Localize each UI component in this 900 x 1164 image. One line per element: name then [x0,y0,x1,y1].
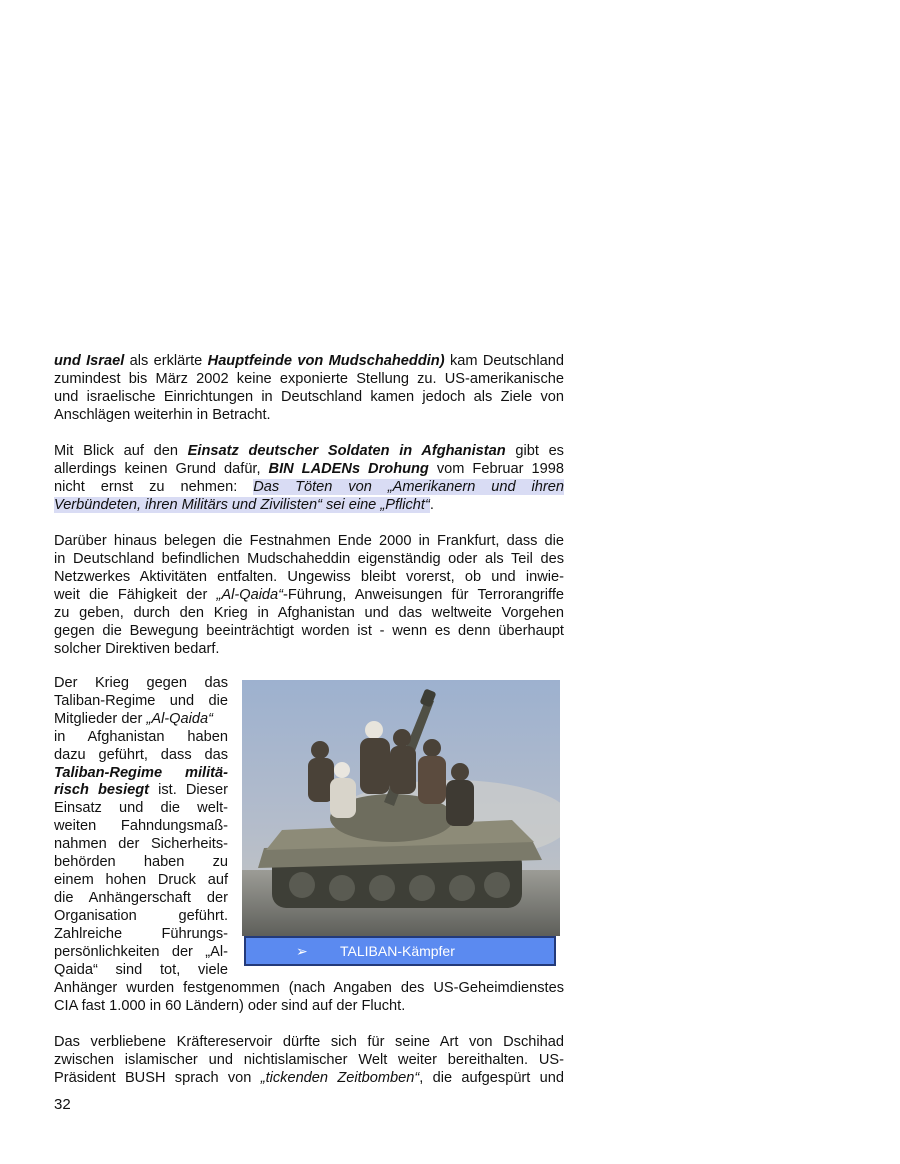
text-line: Taliban-Regime und die [54,692,228,709]
text-line: Darüber hinaus belegen die Festnahmen Ende 2000 in Frankfurt, dass die [54,533,564,549]
caption-text: TALIBAN-Kämpfer [340,943,455,959]
tank-photo [242,680,560,936]
text-line: nicht ernst zu nehmen: Das Töten von „Amerikanern und ihren [54,479,565,495]
paragraph-1 [54,352,564,424]
text-line: Mitglieder der „Al-Qaida“ [54,710,213,727]
text-line: weiten Fahndungsmaß- [54,818,228,835]
page-number: 32 [54,1096,71,1113]
text-line: nahmen der Sicherheits- [54,836,228,853]
text-line: Organisation geführt. [54,907,228,924]
photo-figure [242,680,560,972]
text-line: Qaida“ sind tot, viele [54,961,228,978]
text-line: Verbündeten, ihren Militärs und Zivilisten“ sei eine „Pflicht“. [54,497,434,513]
text-line: Anschlägen weiterhin in Betracht. [54,407,271,423]
highlighted-quote: Verbündeten, ihren Militärs und Zivilisten“ sei eine „Pflicht“ [54,497,430,513]
text-line: einem hohen Druck auf [54,871,228,888]
highlighted-quote: Das Töten von „Amerikanern und ihren [253,479,565,495]
arrow-bullet-icon: ➢ [296,943,308,959]
text-line: solcher Direktiven bedarf. [54,641,220,657]
paragraph-4-continued [54,979,564,1015]
text-line: Präsident BUSH sprach von „tickenden Zeitbomben“, die aufgespürt und [54,1070,564,1086]
text-line: allerdings keinen Grund dafür, BIN LADENs Drohung vom Februar 1998 [54,461,564,477]
text-line: persönlichkeiten der „Al- [54,943,228,960]
text-line: Einsatz und die welt- [54,800,228,817]
text-line: Das verbliebene Kräftereservoir dürfte sich für seine Art von Dschihad [54,1034,564,1050]
text-line: Der Krieg gegen das [54,675,228,691]
text-line: die Anhängerschaft der [54,889,228,906]
text-line: weit die Fähigkeit der „Al-Qaida“-Führung, Anweisungen für Terrorangriffe [54,587,564,603]
text-line: zu geben, durch den Krieg in Afghanistan und das weltweite Vorgehen [54,605,564,621]
text-line: CIA fast 1.000 in 60 Ländern) oder sind auf der Flucht. [54,998,406,1014]
text-line: und israelische Einrichtungen in Deutschland kamen jedoch als Ziele von [54,389,564,405]
text-line: Zahlreiche Führungs- [54,925,228,942]
text-line: risch besiegt ist. Dieser [54,782,228,799]
text-line: zumindest bis März 2002 keine exponierte Stellung zu. US-amerikanische [54,371,564,387]
text-line: Mit Blick auf den Einsatz deutscher Soldaten in Afghanistan gibt es [54,443,564,459]
photo-caption [244,936,556,966]
text-line: dazu geführt, dass das [54,746,228,763]
text-line: behörden haben zu [54,854,228,871]
text-line: Taliban-Regime militä- [54,764,228,781]
text-line: in Afghanistan haben [54,728,228,745]
text-line: gegen die Bewegung beeinträchtigt worden ist - wenn es denn überhaupt [54,623,564,639]
text-line: Netzwerkes Aktivitäten entfalten. Ungewiss bleibt vorerst, ob und inwie- [54,569,564,585]
paragraph-3 [54,532,564,658]
text-line: und Israel als erklärte Hauptfeinde von Mudschaheddin) kam Deutschland [54,353,565,369]
paragraph-4-narrow [54,675,228,979]
text-line: Anhänger wurden festgenommen (nach Angaben des US-Geheimdienstes [54,980,564,996]
text-line: zwischen islamischer und nichtislamischer Welt weiter bereithalten. US- [54,1052,564,1068]
paragraph-2 [54,442,564,514]
text-line: in Deutschland befindlichen Mudschaheddin eigenständig oder als Teil des [54,551,564,567]
paragraph-5 [54,1033,564,1087]
